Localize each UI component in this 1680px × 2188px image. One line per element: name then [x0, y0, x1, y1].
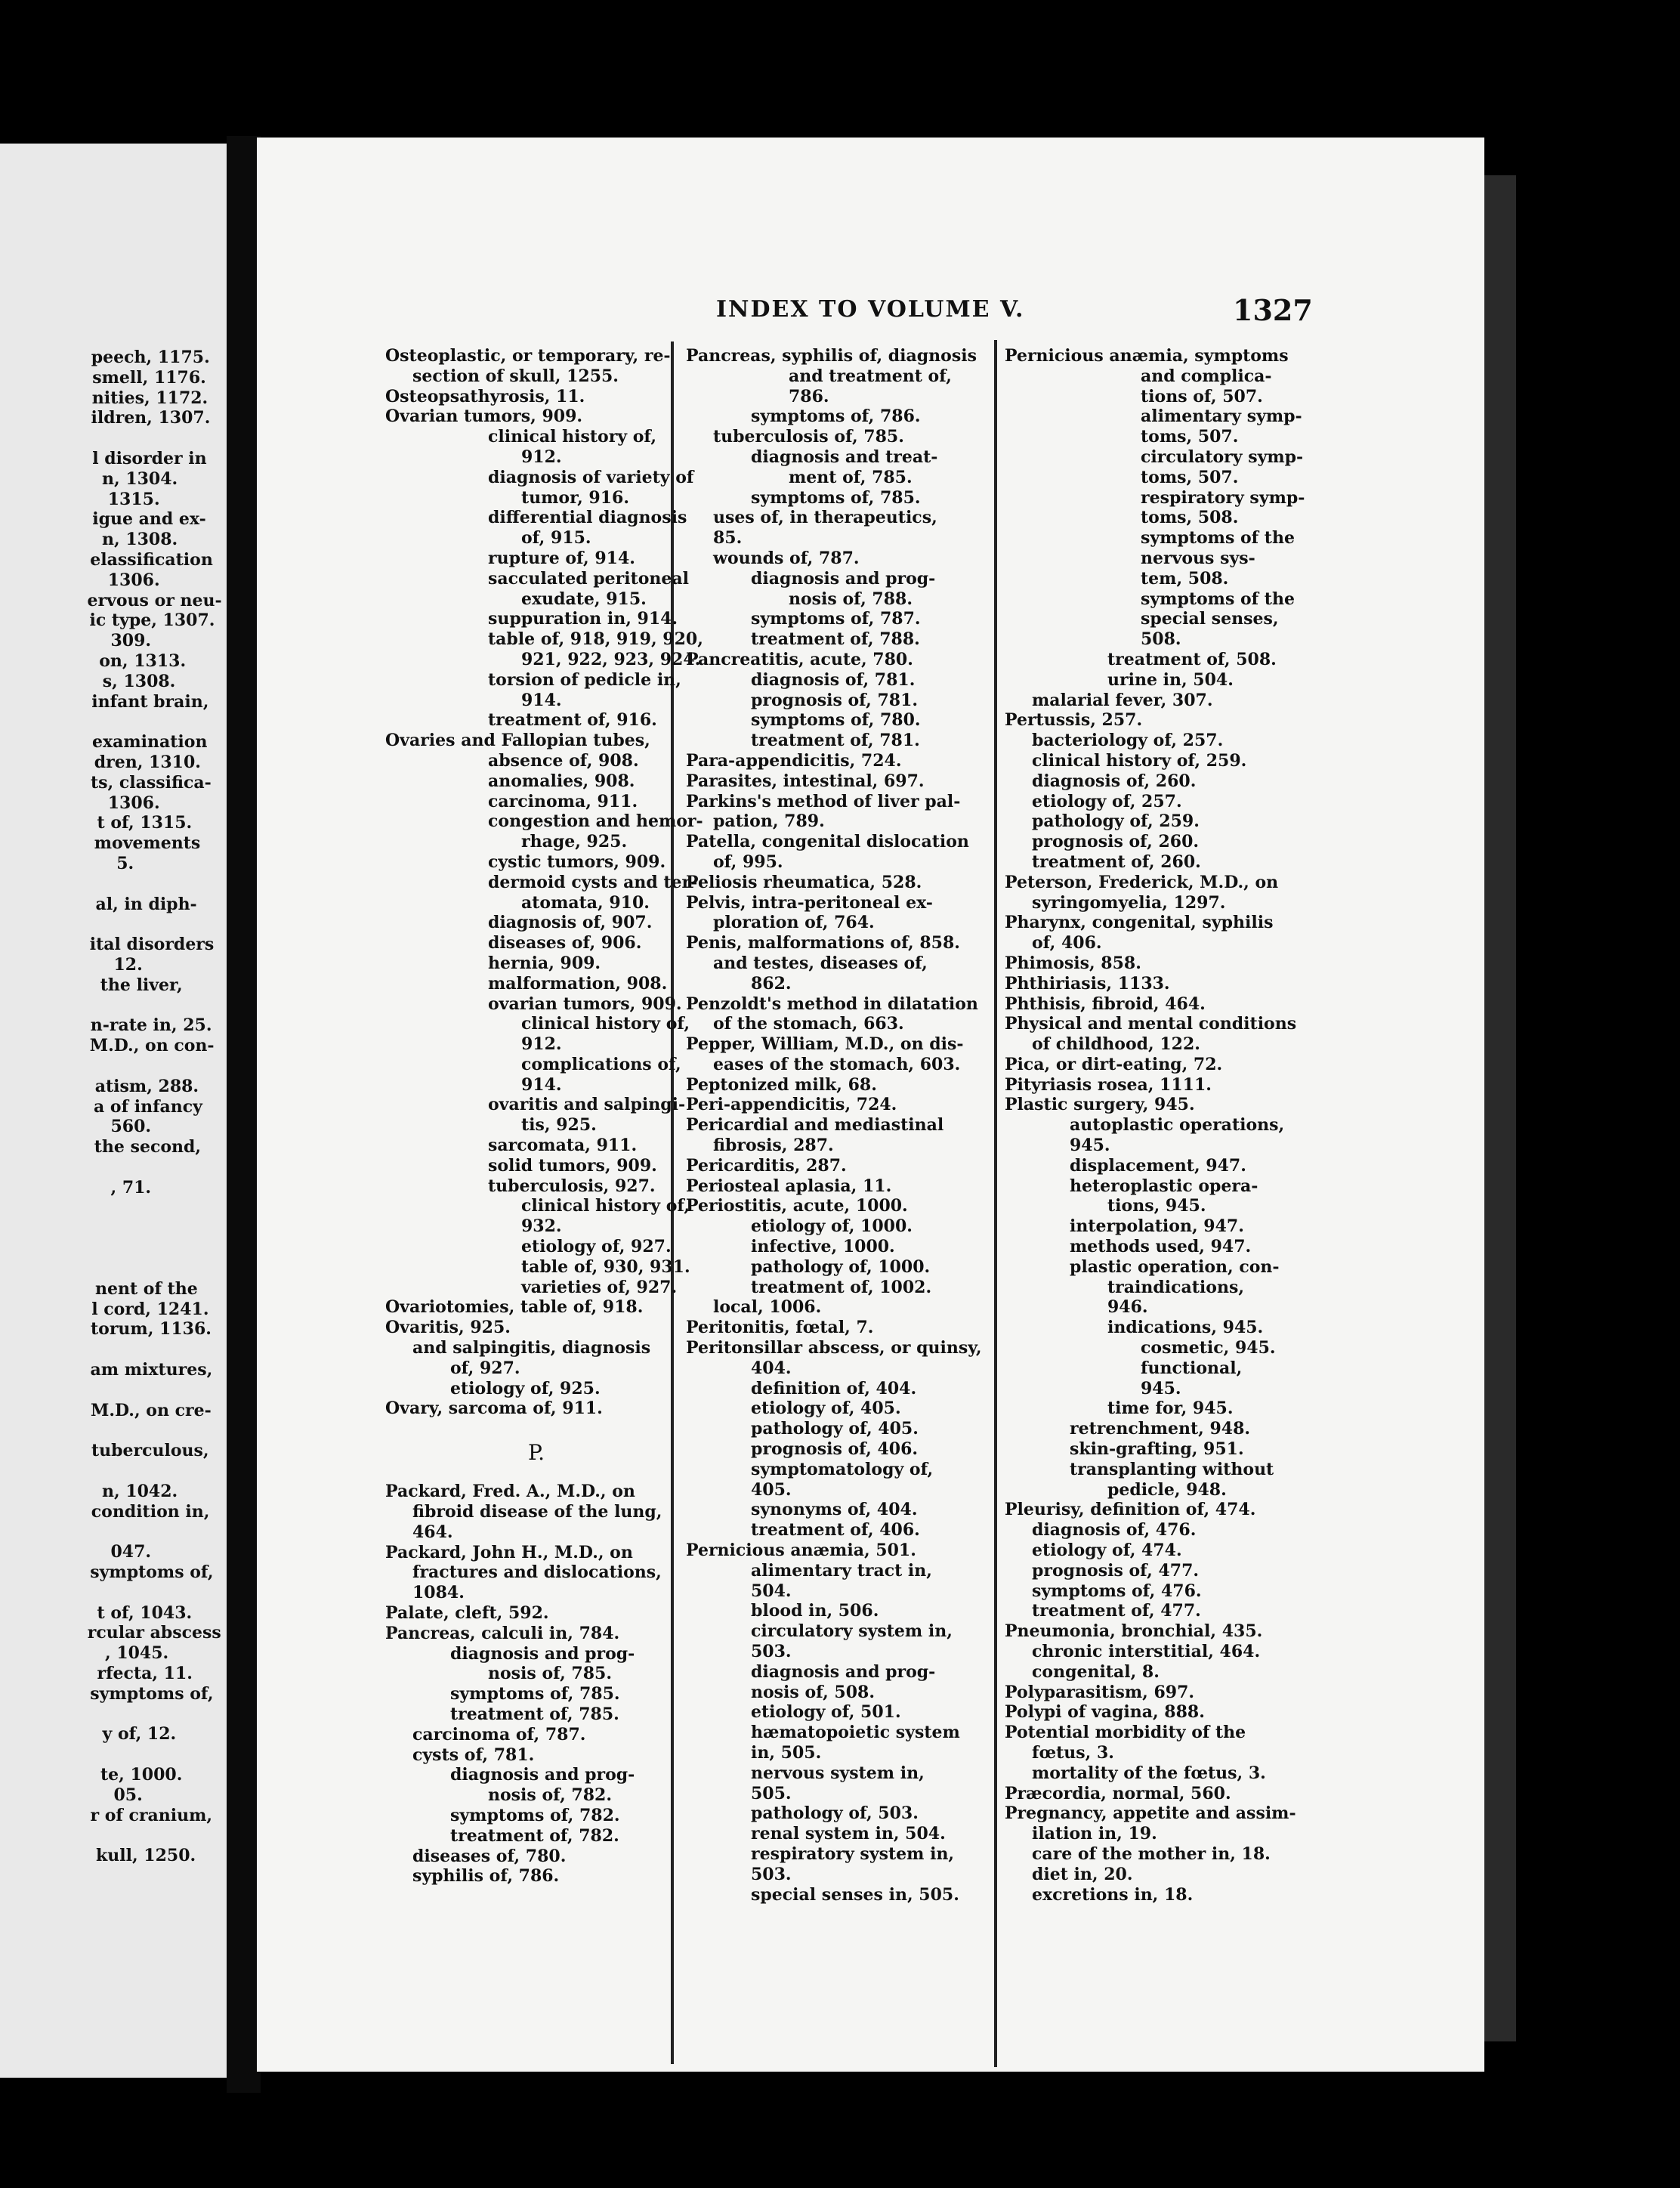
left-page-line: , 71. — [110, 1177, 152, 1198]
left-page-line: movements — [94, 833, 201, 854]
index-subentry: eases of the stomach, 603. — [713, 1054, 961, 1074]
index-subentry: rupture of, 914. — [488, 548, 635, 568]
index-subentry: 505. — [751, 1783, 792, 1803]
index-subentry: traindications, — [1107, 1277, 1244, 1297]
index-subentry: 945. — [1070, 1136, 1110, 1156]
index-subentry: diagnosis of variety of — [488, 467, 694, 487]
index-subentry: care of the mother in, 18. — [1032, 1843, 1271, 1864]
index-subentry: diagnosis of, 907. — [488, 913, 653, 933]
index-subentry: respiratory system in, — [751, 1843, 955, 1864]
index-subentry: heteroplastic opera- — [1070, 1176, 1258, 1196]
index-subentry: treatment of, 785. — [450, 1704, 619, 1724]
left-page-line: ts, classifica- — [91, 772, 212, 793]
index-subentry: 85. — [713, 528, 743, 549]
index-subentry: urine in, 504. — [1107, 669, 1234, 690]
index-entry: Osteoplastic, or temporary, re- — [385, 346, 671, 366]
left-page-line: 5. — [116, 854, 134, 873]
index-subentry: cystic tumors, 909. — [488, 851, 666, 872]
index-subentry: symptomatology of, — [751, 1459, 934, 1479]
index-subentry: of, 915. — [521, 528, 591, 549]
index-entry: Ovary, sarcoma of, 911. — [385, 1398, 603, 1419]
index-subentry: 862. — [751, 973, 792, 994]
index-entry: Ovaritis, 925. — [385, 1318, 511, 1338]
index-entry: Ovaries and Fallopian tubes, — [385, 731, 650, 751]
index-subentry: anomalies, 908. — [488, 771, 635, 791]
index-subentry: sarcomata, 911. — [488, 1136, 638, 1156]
index-subentry: 914. — [521, 690, 562, 710]
index-entry: Pepper, William, M.D., on dis- — [686, 1034, 964, 1055]
index-subentry: and treatment of, — [789, 366, 952, 386]
left-page-line: te, 1000. — [100, 1765, 183, 1785]
index-subentry: exudate, 915. — [521, 589, 647, 609]
index-subentry: toms, 507. — [1141, 467, 1239, 487]
index-subentry: 921, 922, 923, 924. — [521, 649, 701, 669]
index-subentry: of childhood, 122. — [1032, 1034, 1200, 1055]
index-subentry: methods used, 947. — [1070, 1237, 1252, 1257]
index-subentry: pation, 789. — [713, 811, 825, 832]
index-subentry: treatment of, 788. — [751, 629, 920, 650]
index-subentry: tuberculosis, 927. — [488, 1176, 656, 1196]
index-subentry: 405. — [751, 1479, 792, 1500]
index-entry: Patella, congenital dislocation — [686, 832, 969, 852]
index-subentry: prognosis of, 781. — [751, 690, 919, 710]
index-subentry: 914. — [521, 1074, 562, 1095]
left-page-line: n-rate in, 25. — [90, 1015, 212, 1036]
index-subentry: hernia, 909. — [488, 953, 601, 973]
index-subentry: special senses in, 505. — [751, 1884, 959, 1905]
index-entry: Peterson, Frederick, M.D., on — [1005, 872, 1279, 892]
left-page-line: torum, 1136. — [91, 1319, 212, 1340]
index-entry: Phthiriasis, 1133. — [1005, 973, 1170, 994]
left-page-line: l disorder in — [92, 449, 207, 468]
left-page-line: kull, 1250. — [96, 1846, 196, 1866]
index-subentry: etiology of, 501. — [751, 1702, 901, 1723]
index-subentry: prognosis of, 406. — [751, 1439, 919, 1460]
left-page-line: dren, 1310. — [94, 753, 201, 772]
index-subentry: hæmatopoietic system — [751, 1723, 960, 1743]
index-entry: Peritonsillar abscess, or quinsy, — [686, 1338, 982, 1358]
index-entry: Peri-appendicitis, 724. — [686, 1095, 897, 1115]
index-subentry: etiology of, 925. — [450, 1378, 601, 1398]
index-subentry: diagnosis and prog- — [450, 1765, 635, 1785]
index-subentry: nosis of, 788. — [789, 589, 913, 609]
index-subentry: 508. — [1141, 629, 1181, 650]
index-subentry: pedicle, 948. — [1107, 1479, 1227, 1500]
index-subentry: symptoms of, 476. — [1032, 1581, 1202, 1601]
index-subentry: dermoid cysts and ter- — [488, 872, 698, 892]
index-subentry: circulatory symp- — [1141, 447, 1304, 467]
index-subentry: symptoms of, 785. — [751, 487, 921, 508]
index-entry: Pancreatitis, acute, 780. — [686, 649, 913, 669]
index-subentry: diseases of, 906. — [488, 933, 642, 953]
index-entry: Pernicious anæmia, 501. — [686, 1541, 916, 1561]
index-subentry: 946. — [1107, 1297, 1148, 1318]
index-subentry: diagnosis of, 260. — [1032, 771, 1197, 791]
index-subentry: pathology of, 405. — [751, 1419, 919, 1439]
index-subentry: symptoms of, 785. — [450, 1684, 620, 1704]
left-page-line: symptoms of, — [90, 1562, 214, 1582]
index-subentry: tis, 925. — [521, 1115, 597, 1136]
index-subentry: 786. — [789, 386, 829, 406]
index-entry: Palate, cleft, 592. — [385, 1603, 549, 1624]
index-subentry: prognosis of, 260. — [1032, 832, 1200, 852]
index-subentry: plastic operation, con- — [1070, 1256, 1280, 1277]
left-page-line: nities, 1172. — [91, 388, 208, 408]
index-subentry: treatment of, 260. — [1032, 851, 1201, 872]
index-subentry: tions of, 507. — [1141, 386, 1263, 406]
page-header — [257, 293, 1484, 341]
index-subentry: fibrosis, 287. — [713, 1136, 834, 1156]
index-subentry: of, 995. — [713, 851, 783, 872]
index-subentry: ment of, 785. — [789, 467, 913, 487]
index-subentry: syringomyelia, 1297. — [1032, 892, 1226, 913]
left-page-line: the liver, — [100, 975, 183, 995]
index-subentry: renal system in, 504. — [751, 1824, 946, 1844]
index-subentry: tem, 508. — [1141, 568, 1229, 589]
left-page-line: smell, 1176. — [92, 367, 206, 388]
index-subentry: congestion and hemor- — [488, 811, 703, 832]
index-entry: Penzoldt's method in dilatation — [686, 994, 978, 1014]
index-entry: Ovarian tumors, 909. — [385, 406, 583, 427]
index-subentry: bacteriology of, 257. — [1032, 731, 1224, 751]
running-title: INDEX TO VOLUME V. — [716, 296, 1025, 323]
left-page-line: , 1045. — [105, 1643, 169, 1664]
index-subentry: differential diagnosis — [488, 508, 687, 528]
left-page-line: 05. — [113, 1785, 143, 1805]
index-entry: Pleurisy, definition of, 474. — [1005, 1500, 1256, 1520]
index-entry: Pernicious anæmia, symptoms — [1005, 346, 1289, 366]
index-subentry: rhage, 925. — [521, 832, 628, 852]
index-subentry: 504. — [751, 1581, 792, 1601]
index-column-3 — [1005, 346, 1307, 1905]
index-entry: Phthisis, fibroid, 464. — [1005, 994, 1206, 1014]
index-subentry: absence of, 908. — [488, 750, 639, 771]
index-subentry: clinical history of, — [521, 1196, 690, 1216]
index-subentry: special senses, — [1141, 609, 1279, 629]
index-subentry: nosis of, 785. — [488, 1664, 613, 1684]
index-subentry: varieties of, 927. — [521, 1277, 678, 1297]
index-subentry: autoplastic operations, — [1070, 1115, 1285, 1136]
left-page-line: al, in diph- — [95, 894, 197, 914]
index-entry: Periosteal aplasia, 11. — [686, 1176, 892, 1196]
left-page-fragment — [0, 144, 240, 2078]
index-entry: Pregnancy, appetite and assim- — [1005, 1803, 1296, 1824]
index-entry: Pericarditis, 287. — [686, 1155, 847, 1176]
index-subentry: clinical history of, 259. — [1032, 750, 1247, 771]
index-entry: Præcordia, normal, 560. — [1005, 1783, 1231, 1803]
index-entry: Ovariotomies, table of, 918. — [385, 1297, 644, 1318]
index-subentry: of, 406. — [1032, 933, 1102, 953]
index-subentry: ovarian tumors, 909. — [488, 994, 682, 1014]
index-subentry: synonyms of, 404. — [751, 1500, 918, 1520]
index-subentry: wounds of, 787. — [713, 548, 860, 568]
index-subentry: ilation in, 19. — [1032, 1824, 1157, 1844]
left-page-line: examination — [92, 732, 208, 753]
index-subentry: 945. — [1141, 1378, 1181, 1398]
index-subentry: blood in, 506. — [751, 1601, 879, 1621]
index-entry: Packard, John H., M.D., on — [385, 1542, 633, 1562]
index-subentry: skin-grafting, 951. — [1070, 1439, 1244, 1460]
left-page-line: the second, — [94, 1137, 202, 1157]
index-subentry: section of skull, 1255. — [412, 366, 619, 386]
index-entry: Physical and mental conditions — [1005, 1014, 1297, 1034]
left-page-line: 047. — [110, 1542, 152, 1562]
index-subentry: in, 505. — [751, 1742, 822, 1763]
index-subentry: etiology of, 474. — [1032, 1541, 1182, 1561]
index-entry: Polyparasitism, 697. — [1005, 1682, 1195, 1702]
index-subentry: prognosis of, 477. — [1032, 1560, 1200, 1581]
left-page-line: s, 1308. — [102, 671, 176, 691]
index-subentry: 404. — [751, 1358, 792, 1378]
left-page-line: r of cranium, — [90, 1805, 213, 1825]
left-page-line: t of, 1043. — [97, 1602, 193, 1623]
index-entry: Pneumonia, bronchial, 435. — [1005, 1621, 1263, 1642]
index-subentry: symptoms of, 786. — [751, 406, 921, 427]
index-subentry: 503. — [751, 1864, 792, 1884]
index-entry: Peptonized milk, 68. — [686, 1074, 877, 1095]
index-subentry: interpolation, 947. — [1070, 1216, 1244, 1237]
index-entry: Pericardial and mediastinal — [686, 1115, 944, 1136]
index-subentry: symptoms of the — [1141, 528, 1295, 549]
index-subentry: and testes, diseases of, — [713, 953, 928, 973]
index-entry: Packard, Fred. A., M.D., on — [385, 1482, 635, 1502]
index-subentry: torsion of pedicle in, — [488, 669, 681, 690]
index-subentry: uses of, in therapeutics, — [713, 508, 937, 528]
index-subentry: 503. — [751, 1642, 792, 1661]
left-page-line: M.D., on cre- — [91, 1400, 212, 1420]
index-subentry: chronic interstitial, 464. — [1032, 1642, 1261, 1661]
book-gutter — [227, 136, 261, 2093]
left-page-line: infant brain, — [91, 691, 209, 712]
index-entry: Penis, malformations of, 858. — [686, 933, 960, 953]
index-subentry: ovaritis and salpingi- — [488, 1095, 686, 1115]
index-subentry: toms, 508. — [1141, 508, 1239, 528]
left-page-line: peech, 1175. — [91, 348, 210, 367]
index-subentry: treatment of, 406. — [751, 1520, 920, 1541]
index-subentry: etiology of, 405. — [751, 1398, 901, 1419]
left-page-line: rcular abscess — [87, 1623, 221, 1643]
index-subentry: clinical history of, — [488, 427, 657, 447]
index-subentry: local, 1006. — [713, 1297, 822, 1318]
left-page-line: symptoms of, — [90, 1683, 214, 1704]
left-page-line: 309. — [110, 631, 152, 651]
index-subentry: diagnosis and prog- — [450, 1643, 635, 1664]
index-subentry: cysts of, 781. — [412, 1745, 535, 1765]
page-number: 1327 — [1233, 293, 1313, 327]
index-subentry: mortality of the fœtus, 3. — [1032, 1763, 1266, 1783]
index-subentry: treatment of, 1002. — [751, 1277, 932, 1297]
left-page-line: 12. — [113, 955, 143, 975]
column-rule — [994, 340, 997, 2067]
left-page-line: elassification — [90, 550, 213, 570]
index-entry: Pelvis, intra-peritoneal ex- — [686, 892, 933, 913]
index-subentry: time for, 945. — [1107, 1398, 1234, 1419]
left-page-line: y of, 12. — [102, 1724, 177, 1745]
left-page-line: 1306. — [107, 570, 160, 590]
left-page-line: on, 1313. — [99, 651, 187, 671]
index-subentry: diagnosis and treat- — [751, 447, 938, 467]
index-subentry: diagnosis and prog- — [751, 568, 936, 589]
index-subentry: excretions in, 18. — [1032, 1884, 1194, 1905]
index-subentry: 932. — [521, 1216, 562, 1237]
index-subentry: 912. — [521, 1034, 562, 1055]
index-subentry: displacement, 947. — [1070, 1155, 1246, 1176]
index-entry: Pancreas, calculi in, 784. — [385, 1623, 620, 1643]
index-subentry: solid tumors, 909. — [488, 1155, 657, 1176]
index-subentry: 464. — [412, 1522, 453, 1542]
left-page-line: n, 1042. — [102, 1481, 178, 1501]
left-page-line: igue and ex- — [92, 509, 206, 530]
index-entry: Phimosis, 858. — [1005, 953, 1141, 973]
index-subentry: complications of, — [521, 1054, 681, 1074]
index-subentry: and complica- — [1141, 366, 1272, 386]
index-entry: Osteopsathyrosis, 11. — [385, 386, 585, 406]
index-subentry: diet in, 20. — [1032, 1864, 1133, 1884]
left-page-line: atism, 288. — [94, 1076, 199, 1096]
index-subentry: ploration of, 764. — [713, 913, 875, 933]
index-subentry: pathology of, 1000. — [751, 1256, 931, 1277]
left-page-line: nent of the — [95, 1278, 198, 1299]
index-subentry: treatment of, 916. — [488, 710, 657, 731]
index-subentry: carcinoma, 911. — [488, 791, 638, 811]
index-subentry: clinical history of, — [521, 1014, 690, 1034]
index-subentry: diagnosis of, 476. — [1032, 1520, 1197, 1541]
index-entry: Plastic surgery, 945. — [1005, 1095, 1195, 1115]
index-subentry: of the stomach, 663. — [713, 1014, 904, 1034]
left-page-line: condition in, — [91, 1501, 210, 1522]
left-page-line: am mixtures, — [90, 1360, 213, 1380]
left-page-line: ervous or neu- — [87, 590, 222, 610]
index-subentry: nosis of, 782. — [488, 1785, 613, 1806]
index-subentry: diagnosis of, 781. — [751, 669, 916, 690]
left-page-line: n, 1308. — [102, 530, 178, 550]
index-subentry: tumor, 916. — [521, 487, 629, 508]
index-subentry: alimentary symp- — [1141, 406, 1302, 427]
index-entry: Pharynx, congenital, syphilis — [1005, 913, 1274, 933]
index-subentry: symptoms of, 780. — [751, 710, 921, 731]
index-subentry: etiology of, 927. — [521, 1237, 672, 1257]
index-subentry: respiratory symp- — [1141, 487, 1305, 508]
index-subentry: table of, 918, 919, 920, — [488, 629, 703, 650]
index-entry: Parasites, intestinal, 697. — [686, 771, 925, 791]
index-subentry: fibroid disease of the lung, — [412, 1502, 662, 1522]
index-entry: Para-appendicitis, 724. — [686, 750, 902, 771]
index-subentry: cosmetic, 945. — [1141, 1338, 1276, 1358]
index-subentry: fœtus, 3. — [1032, 1742, 1114, 1763]
index-subentry: diagnosis and prog- — [751, 1661, 936, 1682]
left-page-line: rfecta, 11. — [97, 1664, 193, 1683]
index-subentry: nervous sys- — [1141, 548, 1255, 568]
index-subentry: malarial fever, 307. — [1032, 690, 1213, 710]
index-subentry: circulatory system in, — [751, 1621, 953, 1642]
left-page-line: ic type, 1307. — [89, 610, 215, 631]
index-column-2 — [686, 346, 988, 1905]
index-subentry: transplanting without — [1070, 1459, 1274, 1479]
index-subentry: of, 927. — [450, 1358, 520, 1378]
left-page-line: M.D., on con- — [89, 1036, 215, 1056]
index-subentry: tions, 945. — [1107, 1196, 1206, 1216]
section-letter: P. — [527, 1440, 545, 1466]
left-page-line: a of infancy — [94, 1096, 202, 1117]
index-entry: Pica, or dirt-eating, 72. — [1005, 1054, 1223, 1074]
index-subentry: table of, 930, 931. — [521, 1256, 690, 1277]
index-subentry: malformation, 908. — [488, 973, 668, 994]
left-page-line: l cord, 1241. — [91, 1299, 209, 1319]
index-subentry: atomata, 910. — [521, 892, 650, 913]
index-subentry: indications, 945. — [1107, 1318, 1264, 1338]
index-subentry: sacculated peritoneal — [488, 568, 690, 589]
left-page-line: 1306. — [107, 793, 160, 813]
left-page-line: ital disorders — [89, 935, 215, 955]
index-subentry: pathology of, 503. — [751, 1803, 919, 1824]
index-entry: Parkins's method of liver pal- — [686, 791, 961, 811]
index-subentry: infective, 1000. — [751, 1237, 895, 1257]
index-subentry: 912. — [521, 447, 562, 467]
index-entry: Pancreas, syphilis of, diagnosis — [686, 346, 977, 366]
index-subentry: diseases of, 780. — [412, 1846, 567, 1866]
index-entry: Polypi of vagina, 888. — [1005, 1702, 1205, 1723]
index-subentry: functional, — [1141, 1358, 1243, 1378]
left-page-line: tuberculous, — [91, 1441, 209, 1461]
index-subentry: treatment of, 477. — [1032, 1601, 1201, 1621]
index-entry: Peliosis rheumatica, 528. — [686, 872, 922, 892]
index-subentry: etiology of, 1000. — [751, 1216, 913, 1237]
left-page-line: 1315. — [107, 489, 160, 509]
index-entry: Potential morbidity of the — [1005, 1723, 1246, 1743]
index-subentry: 1084. — [412, 1583, 465, 1603]
index-subentry: retrenchment, 948. — [1070, 1419, 1251, 1439]
index-subentry: suppuration in, 914. — [488, 609, 678, 629]
index-subentry: treatment of, 782. — [450, 1825, 619, 1846]
left-page-line: t of, 1315. — [97, 813, 193, 833]
index-subentry: carcinoma of, 787. — [412, 1724, 586, 1745]
index-subentry: fractures and dislocations, — [412, 1562, 662, 1583]
index-subentry: syphilis of, 786. — [412, 1866, 560, 1887]
index-subentry: alimentary tract in, — [751, 1560, 932, 1581]
index-page — [257, 138, 1484, 2072]
index-column-1 — [385, 346, 703, 1887]
index-subentry: symptoms of, 782. — [450, 1805, 620, 1825]
index-entry: Periostitis, acute, 1000. — [686, 1196, 908, 1216]
index-subentry: nervous system in, — [751, 1763, 925, 1783]
index-entry: Peritonitis, fœtal, 7. — [686, 1318, 874, 1338]
index-subentry: symptoms of the — [1141, 589, 1295, 609]
left-page-line: n, 1304. — [102, 468, 178, 489]
index-subentry: symptoms of, 787. — [751, 609, 921, 629]
index-subentry: treatment of, 781. — [751, 731, 920, 751]
index-entry: Pityriasis rosea, 1111. — [1005, 1074, 1212, 1095]
index-subentry: treatment of, 508. — [1107, 649, 1277, 669]
index-subentry: nosis of, 508. — [751, 1682, 876, 1702]
index-entry: Pertussis, 257. — [1005, 710, 1143, 731]
left-page-line: ildren, 1307. — [91, 408, 211, 428]
index-subentry: pathology of, 259. — [1032, 811, 1200, 832]
index-subentry: definition of, 404. — [751, 1378, 917, 1398]
index-subentry: toms, 507. — [1141, 427, 1239, 447]
index-subentry: congenital, 8. — [1032, 1661, 1160, 1682]
left-page-line: 560. — [110, 1117, 152, 1137]
index-subentry: tuberculosis of, 785. — [713, 427, 904, 447]
index-subentry: etiology of, 257. — [1032, 791, 1182, 811]
index-subentry: and salpingitis, diagnosis — [412, 1338, 651, 1358]
